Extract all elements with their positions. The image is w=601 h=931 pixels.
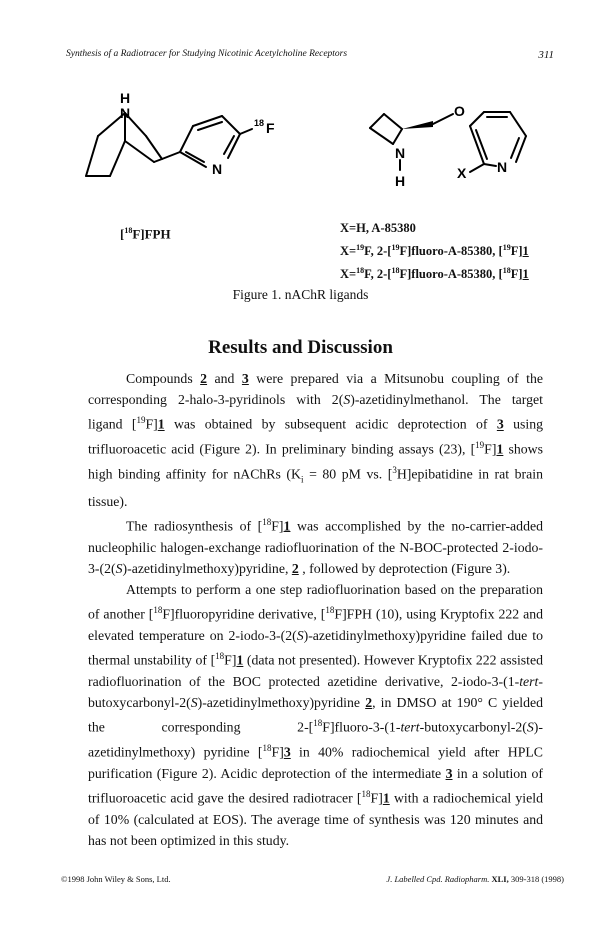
section-heading: Results and Discussion bbox=[208, 337, 393, 358]
atom-h-azetidine: H bbox=[395, 173, 406, 189]
a85380-structure bbox=[360, 96, 560, 196]
fph-label: [$^{18}$F]FPH bbox=[120, 226, 171, 242]
atom-h: H bbox=[120, 90, 131, 106]
atom-n-pyridine: N bbox=[497, 159, 508, 175]
atom-n-azetidine: N bbox=[395, 145, 406, 161]
citation: J. Labelled Cpd. Radiopharm. XLI, 309-318 (1998) bbox=[386, 874, 564, 884]
atom-n-ring: N bbox=[212, 161, 223, 177]
paragraph-1: Compounds 2 and 3 were prepared via a Mitsunobu coupling of the corresponding 2-halo-3-pyridinols with 2(S)-azetidinylmethanol. The target ligand [$^{19}$F]1 was obtained by subsequent acidic deprotection of 3 using trifluoroacetic acid (Figure 2). In preliminary binding assays (23), [$^{19}$F]1 shows high binding affinity for nAChRs ($K_i = 80$ pM vs. [$^3$H]epibatidine in rat brain tissue). bbox=[88, 371, 543, 509]
atom-n-bridge: N bbox=[120, 105, 131, 121]
atom-f-isotope: 18 bbox=[254, 118, 265, 128]
paragraph-3: Attempts to perform a one step radiofluorination based on the preparation of another [$^{18}$F]fluoropyridine derivative, [$^{18}$F]FPH (10), using Kryptofix 222 and elevated temperature on 2-iodo-3-(2(S)-azetidinylmethoxy)pyridine failed due to thermal unstability of [$^{18}$F]1 (data not presented). However Kryptofix 222 assisted radiofluorination of the BOC protected azetidine derivative, 2-iodo-3-(1-tert-butoxycarbonyl-2(S)-azetidinylmethoxy)pyridine 2, in DMSO at 190° C yielded the corresponding 2-[$^{18}$F]fluoro-3-(1-tert-butoxycarbonyl-2(S)-azetidinylmethoxy) pyridine [$^{18}$F]3 in 40% radiochemical yield after HPLC purification (Figure 2). Acidic deprotection of the intermediate 3 in a solution of trifluoroacetic acid gave the desired radiotracer [$^{18}$F]1 with a radiochemical yield of 10% (calculated at EOS). The average time of synthesis was 120 minutes and has not been optimized in this study. bbox=[88, 581, 544, 849]
page-number: 311 bbox=[538, 49, 554, 61]
copyright: ©1998 John Wiley & Sons, Ltd. bbox=[61, 874, 171, 884]
atom-x: X bbox=[457, 165, 467, 181]
a85380-labels bbox=[340, 219, 529, 284]
label-line: X=H, A-85380 bbox=[340, 221, 416, 235]
figure-caption: Figure 1. nAChR ligands bbox=[232, 287, 369, 302]
label-line: X=$^{19}$F, 2-[$^{19}$F]fluoro-A-85380, [$^{19}$F]1 bbox=[340, 243, 529, 259]
label-line: X=$^{18}$F, 2-[$^{18}$F]fluoro-A-85380, [$^{18}$F]1 bbox=[340, 266, 529, 282]
atom-f: F bbox=[266, 120, 275, 136]
paragraph-2: The radiosynthesis of [$^{18}$F]1 was accomplished by the no-carrier-added nucleophilic halogen-exchange radiofluorination of the N-BOC-protected 2-iodo-3-(2(S)-azetidinylmethoxy)pyridine, 2 , followed by deprotection (Figure 3). bbox=[88, 516, 543, 576]
atom-o: O bbox=[454, 103, 465, 119]
fph-structure bbox=[80, 86, 310, 201]
body-text bbox=[88, 368, 543, 851]
running-title: Synthesis of a Radiotracer for Studying Nicotinic Acetylcholine Receptors bbox=[66, 49, 348, 59]
